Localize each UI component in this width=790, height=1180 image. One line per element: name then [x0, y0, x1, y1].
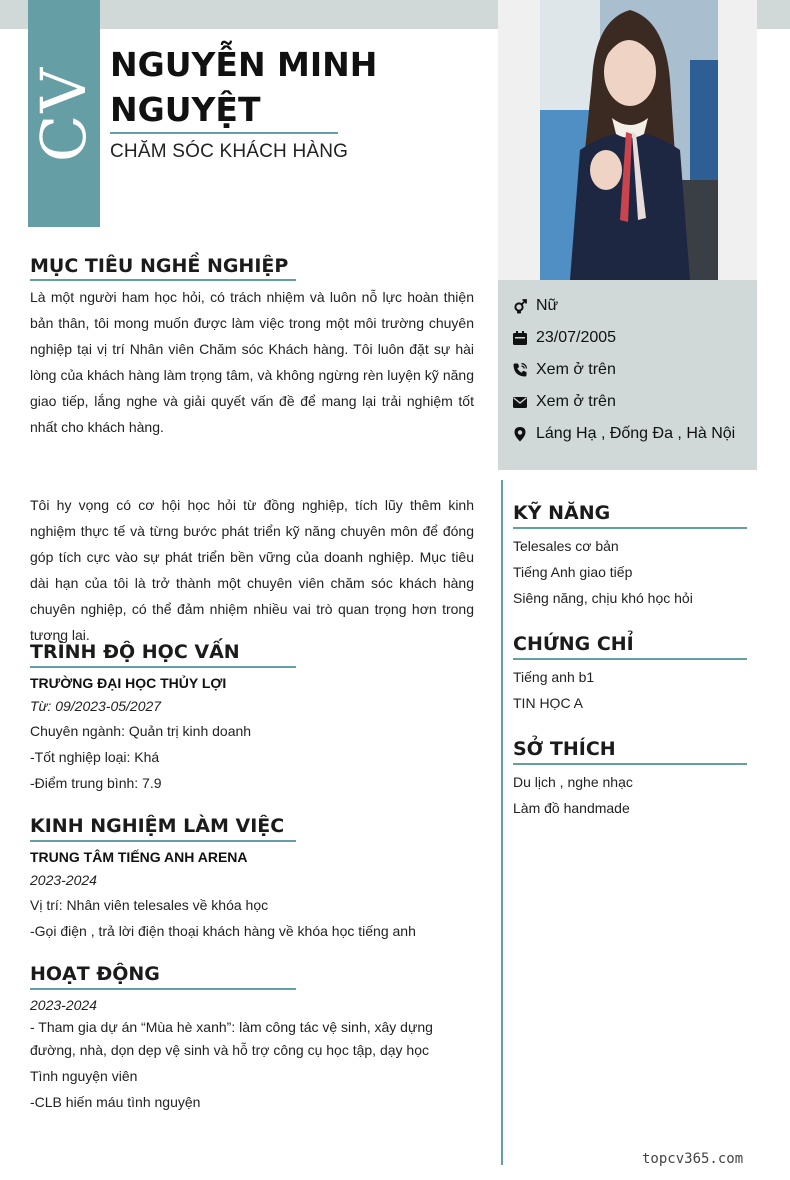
- contact-gender: [512, 295, 558, 317]
- section-heading-education: TRÌNH ĐỘ HỌC VẤN: [30, 641, 240, 663]
- skill-item: Tiếng Anh giao tiếp: [513, 564, 633, 580]
- candidate-name: NGUYỄN MINH NGUYỆT: [110, 45, 378, 129]
- activities-period: 2023-2024: [30, 997, 97, 1013]
- objective-underline: [30, 279, 296, 281]
- phone-icon: [512, 362, 528, 378]
- email-value: Xem ở trên: [536, 393, 616, 410]
- objective-paragraph-2: Tôi hy vọng có cơ hội học hỏi từ đồng nghiệp, tích lũy thêm kinh nghiệm thực tế và từng bước phát triển kỹ năng chuyên môn để đóng góp tích cực vào sự phát triển bền vững của doanh nghiệp. Mục tiêu dài hạn của tôi là trở thành một chuyên viên chăm sóc khách hàng chuyên nghiệp, có thể đảm nhiệm nhiều vai trò quan trọng hơn trong tương lai.: [30, 497, 474, 643]
- company-name: TRUNG TÂM TIẾNG ANH ARENA: [30, 849, 248, 865]
- calendar-icon: [512, 330, 528, 346]
- section-heading-activities: HOẠT ĐỘNG: [30, 963, 160, 985]
- skill-item: Siêng năng, chịu khó học hỏi: [513, 590, 693, 606]
- school-name: TRƯỜNG ĐẠI HỌC THỦY LỢI: [30, 675, 227, 691]
- map-pin-icon: [512, 426, 528, 442]
- birthdate-value: 23/07/2005: [536, 329, 617, 346]
- education-underline: [30, 666, 296, 668]
- objective-paragraph-1: Là một người ham học hỏi, có trách nhiệm và luôn nỗ lực hoàn thiện bản thân, tôi mong muốn được làm việc trong một môi trường chuyên nghiệp tại vị trí Nhân viên Chăm sóc Khách hàng. Tôi luôn đặt sự hài lòng của khách hàng làm trọng tâm, và không ngừng rèn luyện kỹ năng giao tiếp, lắng nghe và giải quyết vấn đề để mang lại trải nghiệm tốt nhất cho khách hàng.: [30, 289, 474, 435]
- section-heading-skills: KỸ NĂNG: [513, 502, 611, 524]
- education-line: Chuyên ngành: Quản trị kinh doanh: [30, 723, 252, 739]
- phone-value: Xem ở trên: [536, 361, 616, 378]
- experience-line: -Gọi điện , trả lời điện thoại khách hàng về khóa học tiếng anh: [30, 923, 416, 939]
- profile-photo-illustration: [540, 0, 718, 280]
- profile-photo: [540, 0, 718, 280]
- activities-description: - Tham gia dự án “Mùa hè xanh”: làm công tác vệ sinh, xây dựng đường, nhà, dọn dẹp vệ sinh và hỗ trợ công cụ học tập, dạy học: [30, 1019, 433, 1058]
- section-heading-hobbies: SỞ THÍCH: [513, 738, 616, 760]
- certificate-item: Tiếng anh b1: [513, 669, 595, 685]
- cv-badge: [28, 0, 100, 227]
- experience-underline: [30, 840, 296, 842]
- site-watermark: topcv365.com: [642, 1151, 744, 1167]
- contact-phone: [512, 359, 616, 381]
- education-period: Từ: 09/2023-05/2027: [30, 698, 162, 714]
- activities-line: Tình nguyện viên: [30, 1068, 138, 1084]
- cv-badge-label: CV: [27, 65, 100, 162]
- section-heading-certificates: CHỨNG CHỈ: [513, 633, 634, 655]
- experience-period: 2023-2024: [30, 872, 97, 888]
- experience-line: Vị trí: Nhân viên telesales về khóa học: [30, 897, 269, 913]
- job-title: CHĂM SÓC KHÁCH HÀNG: [110, 141, 349, 162]
- skills-underline: [513, 527, 747, 529]
- gender-value: Nữ: [536, 297, 559, 314]
- activities-underline: [30, 988, 296, 990]
- top-band-right: [757, 0, 790, 29]
- certificates-underline: [513, 658, 747, 660]
- activities-line: -CLB hiến máu tình nguyện: [30, 1094, 201, 1110]
- education-line: -Điểm trung bình: 7.9: [30, 775, 162, 791]
- section-heading-experience: KINH NGHIỆM LÀM VIỆC: [30, 815, 285, 837]
- title-underline: [110, 132, 338, 134]
- column-divider: [501, 480, 503, 1165]
- contact-email: [512, 391, 616, 413]
- contact-birthdate: [512, 327, 616, 349]
- envelope-icon: [512, 394, 528, 410]
- contact-panel: [498, 280, 757, 470]
- section-heading-objective: MỤC TIÊU NGHỀ NGHIỆP: [30, 255, 289, 277]
- hobby-item: Du lịch , nghe nhạc: [513, 774, 633, 790]
- address-value: Láng Hạ , Đống Đa , Hà Nội: [536, 425, 736, 442]
- contact-address: [512, 423, 735, 445]
- skill-item: Telesales cơ bản: [513, 538, 619, 554]
- certificate-item: TIN HỌC A: [513, 695, 584, 711]
- hobby-item: Làm đồ handmade: [513, 800, 630, 816]
- education-line: -Tốt nghiệp loại: Khá: [30, 749, 160, 765]
- hobbies-underline: [513, 763, 747, 765]
- gender-icon: [512, 298, 528, 314]
